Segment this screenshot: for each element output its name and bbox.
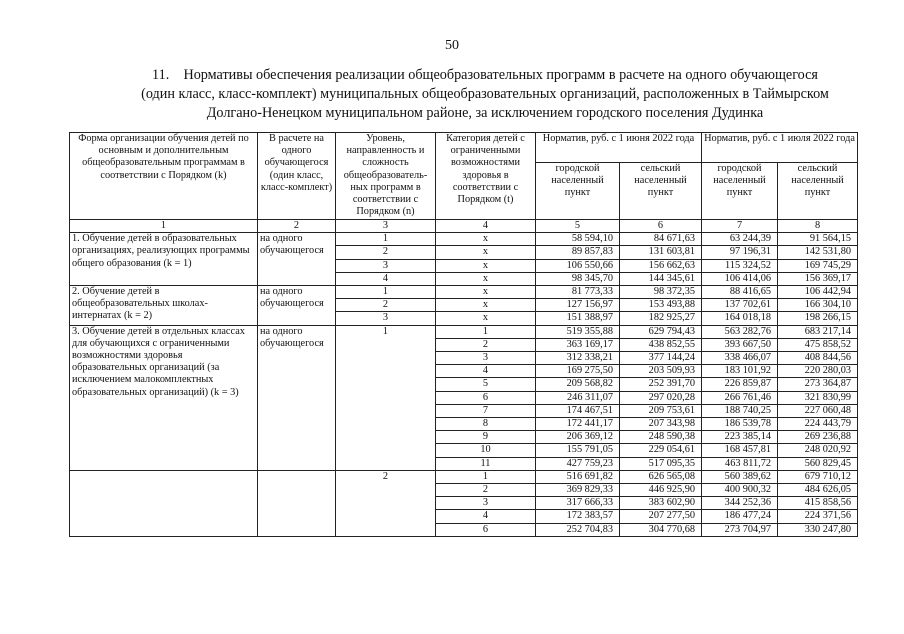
norm-value-cell: 206 369,12 bbox=[536, 431, 620, 444]
norm-value-cell: 169 275,50 bbox=[536, 365, 620, 378]
norm-value-cell: 248 020,92 bbox=[778, 444, 858, 457]
column-numbers-row bbox=[70, 220, 858, 233]
norm-value-cell: 344 252,36 bbox=[702, 497, 778, 510]
category-cell: 2 bbox=[436, 484, 536, 497]
norm-value-cell: 220 280,03 bbox=[778, 365, 858, 378]
norm-value-cell: 226 859,87 bbox=[702, 378, 778, 391]
column-number: 7 bbox=[702, 220, 778, 233]
norm-value-cell: 312 338,21 bbox=[536, 352, 620, 365]
per-cell: на одного обучающегося bbox=[258, 233, 336, 286]
norm-value-cell: 106 442,94 bbox=[778, 286, 858, 299]
column-number: 4 bbox=[436, 220, 536, 233]
norm-value-cell: 683 217,14 bbox=[778, 325, 858, 338]
category-cell: х bbox=[436, 233, 536, 246]
norm-value-cell: 400 900,32 bbox=[702, 484, 778, 497]
level-cell: 2 bbox=[336, 246, 436, 259]
header-urban-june: городской населенный пункт bbox=[536, 163, 620, 220]
norm-value-cell: 156 369,17 bbox=[778, 272, 858, 285]
header-urban-july: городской населенный пункт bbox=[702, 163, 778, 220]
level-cell: 1 bbox=[336, 325, 436, 470]
norm-value-cell: 63 244,39 bbox=[702, 233, 778, 246]
norm-value-cell: 266 761,46 bbox=[702, 391, 778, 404]
form-cell: 3. Обучение детей в отдельных классах для обучающихся с ограниченными возможностями здоровья образовательных организаций (за исключением малокомплектных образовательных организаций) (k = 3) bbox=[70, 325, 258, 470]
norm-value-cell: 321 830,99 bbox=[778, 391, 858, 404]
norm-value-cell: 156 662,63 bbox=[620, 259, 702, 272]
norm-value-cell: 198 266,15 bbox=[778, 312, 858, 325]
level-cell: 2 bbox=[336, 470, 436, 536]
heading-line-1 bbox=[95, 66, 875, 85]
level-cell: 3 bbox=[336, 259, 436, 272]
level-cell: 1 bbox=[336, 286, 436, 299]
norm-value-cell: 58 594,10 bbox=[536, 233, 620, 246]
header-category: Категория детей с ограниченными возможностями здоровья в соответствии с Порядком (t) bbox=[436, 133, 536, 220]
column-number: 2 bbox=[258, 220, 336, 233]
level-cell: 4 bbox=[336, 272, 436, 285]
norm-value-cell: 304 770,68 bbox=[620, 523, 702, 536]
norm-value-cell: 679 710,12 bbox=[778, 470, 858, 483]
heading-line-2: (один класс, класс-комплект) муниципальных общеобразовательных организаций, расположенных в Таймырском bbox=[141, 86, 829, 102]
norm-value-cell: 463 811,72 bbox=[702, 457, 778, 470]
norm-value-cell: 446 925,90 bbox=[620, 484, 702, 497]
category-cell: 4 bbox=[436, 365, 536, 378]
norm-value-cell: 248 590,38 bbox=[620, 431, 702, 444]
per-cell-empty bbox=[258, 470, 336, 536]
category-cell: 3 bbox=[436, 352, 536, 365]
column-number: 3 bbox=[336, 220, 436, 233]
norm-value-cell: 137 702,61 bbox=[702, 299, 778, 312]
heading-text-1: Нормативы обеспечения реализации общеобразовательных программ в расчете на одного обучающегося bbox=[183, 67, 818, 83]
category-cell: 7 bbox=[436, 404, 536, 417]
column-number: 8 bbox=[778, 220, 858, 233]
header-norm-july: Норматив, руб. с 1 июля 2022 года bbox=[702, 133, 858, 163]
norm-value-cell: 115 324,52 bbox=[702, 259, 778, 272]
category-cell: 11 bbox=[436, 457, 536, 470]
category-cell: 10 bbox=[436, 444, 536, 457]
table-row bbox=[70, 325, 858, 338]
norm-value-cell: 98 345,70 bbox=[536, 272, 620, 285]
norm-value-cell: 516 691,82 bbox=[536, 470, 620, 483]
norm-value-cell: 369 829,33 bbox=[536, 484, 620, 497]
category-cell: 8 bbox=[436, 418, 536, 431]
header-per: В расчете на одного обучающегося (один класс, класс-комплект) bbox=[258, 133, 336, 220]
norm-value-cell: 560 829,45 bbox=[778, 457, 858, 470]
norm-value-cell: 186 539,78 bbox=[702, 418, 778, 431]
norm-value-cell: 297 020,28 bbox=[620, 391, 702, 404]
norm-value-cell: 153 493,88 bbox=[620, 299, 702, 312]
norm-value-cell: 227 060,48 bbox=[778, 404, 858, 417]
norm-value-cell: 229 054,61 bbox=[620, 444, 702, 457]
norm-value-cell: 415 858,56 bbox=[778, 497, 858, 510]
norm-value-cell: 88 416,65 bbox=[702, 286, 778, 299]
norm-value-cell: 168 457,81 bbox=[702, 444, 778, 457]
per-cell: на одного обучающегося bbox=[258, 286, 336, 326]
category-cell: х bbox=[436, 299, 536, 312]
norm-value-cell: 560 389,62 bbox=[702, 470, 778, 483]
document-heading bbox=[95, 66, 875, 123]
category-cell: 1 bbox=[436, 470, 536, 483]
header-norm-june: Норматив, руб. с 1 июня 2022 года bbox=[536, 133, 702, 163]
norm-value-cell: 84 671,63 bbox=[620, 233, 702, 246]
norm-value-cell: 517 095,35 bbox=[620, 457, 702, 470]
table-row bbox=[70, 233, 858, 246]
norm-value-cell: 172 441,17 bbox=[536, 418, 620, 431]
norm-value-cell: 475 858,52 bbox=[778, 338, 858, 351]
norm-value-cell: 144 345,61 bbox=[620, 272, 702, 285]
norm-value-cell: 89 857,83 bbox=[536, 246, 620, 259]
norm-value-cell: 183 101,92 bbox=[702, 365, 778, 378]
norm-value-cell: 363 169,17 bbox=[536, 338, 620, 351]
category-cell: х bbox=[436, 259, 536, 272]
norm-value-cell: 97 196,31 bbox=[702, 246, 778, 259]
norm-value-cell: 164 018,18 bbox=[702, 312, 778, 325]
norm-value-cell: 131 603,81 bbox=[620, 246, 702, 259]
norm-value-cell: 330 247,80 bbox=[778, 523, 858, 536]
norm-value-cell: 151 388,97 bbox=[536, 312, 620, 325]
column-number: 6 bbox=[620, 220, 702, 233]
level-cell: 1 bbox=[336, 233, 436, 246]
table-body bbox=[70, 233, 858, 537]
norm-value-cell: 81 773,33 bbox=[536, 286, 620, 299]
norm-value-cell: 106 550,66 bbox=[536, 259, 620, 272]
norm-value-cell: 209 568,82 bbox=[536, 378, 620, 391]
norm-value-cell: 172 383,57 bbox=[536, 510, 620, 523]
category-cell: 6 bbox=[436, 391, 536, 404]
norm-value-cell: 252 704,83 bbox=[536, 523, 620, 536]
norm-value-cell: 98 372,35 bbox=[620, 286, 702, 299]
norm-value-cell: 224 443,79 bbox=[778, 418, 858, 431]
level-cell: 2 bbox=[336, 299, 436, 312]
norm-value-cell: 106 414,06 bbox=[702, 272, 778, 285]
norm-value-cell: 186 477,24 bbox=[702, 510, 778, 523]
category-cell: 1 bbox=[436, 325, 536, 338]
form-cell-empty bbox=[70, 470, 258, 536]
norm-value-cell: 224 371,56 bbox=[778, 510, 858, 523]
heading-line-3: Долгано-Ненецком муниципальном районе, за исключением городского поселения Дудинка bbox=[206, 105, 764, 121]
norm-value-cell: 629 794,43 bbox=[620, 325, 702, 338]
category-cell: х bbox=[436, 312, 536, 325]
header-rural-june: сельский населенный пункт bbox=[620, 163, 702, 220]
norm-value-cell: 273 704,97 bbox=[702, 523, 778, 536]
category-cell: 3 bbox=[436, 497, 536, 510]
category-cell: х bbox=[436, 246, 536, 259]
norm-value-cell: 188 740,25 bbox=[702, 404, 778, 417]
column-number: 1 bbox=[70, 220, 258, 233]
header-form: Форма организации обучения детей по основным и дополнительным общеобразовательным программам в соответствии с Порядком (k) bbox=[70, 133, 258, 220]
norm-value-cell: 169 745,29 bbox=[778, 259, 858, 272]
header-level: Уровень, направленность и сложность общеобразователь-ных программ в соответствии с Порядком (n) bbox=[336, 133, 436, 220]
column-number: 5 bbox=[536, 220, 620, 233]
norm-value-cell: 252 391,70 bbox=[620, 378, 702, 391]
norm-value-cell: 317 666,33 bbox=[536, 497, 620, 510]
norm-value-cell: 182 925,27 bbox=[620, 312, 702, 325]
category-cell: х bbox=[436, 272, 536, 285]
norm-value-cell: 142 531,80 bbox=[778, 246, 858, 259]
page-number: 50 bbox=[445, 38, 459, 53]
heading-number: 11. bbox=[152, 67, 170, 83]
form-cell: 2. Обучение детей в общеобразовательных школах-интернатах (k = 2) bbox=[70, 286, 258, 326]
norm-value-cell: 207 277,50 bbox=[620, 510, 702, 523]
norm-value-cell: 203 509,93 bbox=[620, 365, 702, 378]
norm-value-cell: 174 467,51 bbox=[536, 404, 620, 417]
form-cell: 1. Обучение детей в образовательных организациях, реализующих программы общего образования (k = 1) bbox=[70, 233, 258, 286]
norm-value-cell: 393 667,50 bbox=[702, 338, 778, 351]
category-cell: 5 bbox=[436, 378, 536, 391]
norm-value-cell: 207 343,98 bbox=[620, 418, 702, 431]
norm-value-cell: 484 626,05 bbox=[778, 484, 858, 497]
norm-value-cell: 408 844,56 bbox=[778, 352, 858, 365]
norm-value-cell: 626 565,08 bbox=[620, 470, 702, 483]
norm-value-cell: 563 282,76 bbox=[702, 325, 778, 338]
table-row bbox=[70, 470, 858, 483]
header-rural-july: сельский населенный пункт bbox=[778, 163, 858, 220]
level-cell: 3 bbox=[336, 312, 436, 325]
norm-value-cell: 438 852,55 bbox=[620, 338, 702, 351]
norm-value-cell: 269 236,88 bbox=[778, 431, 858, 444]
norm-value-cell: 519 355,88 bbox=[536, 325, 620, 338]
norm-value-cell: 273 364,87 bbox=[778, 378, 858, 391]
norm-value-cell: 166 304,10 bbox=[778, 299, 858, 312]
category-cell: 4 bbox=[436, 510, 536, 523]
norm-value-cell: 91 564,15 bbox=[778, 233, 858, 246]
norm-value-cell: 383 602,90 bbox=[620, 497, 702, 510]
norm-value-cell: 223 385,14 bbox=[702, 431, 778, 444]
norm-value-cell: 155 791,05 bbox=[536, 444, 620, 457]
norm-value-cell: 246 311,07 bbox=[536, 391, 620, 404]
per-cell: на одного обучающегося bbox=[258, 325, 336, 470]
norm-value-cell: 427 759,23 bbox=[536, 457, 620, 470]
norms-table bbox=[69, 132, 858, 537]
table-row bbox=[70, 286, 858, 299]
norm-value-cell: 127 156,97 bbox=[536, 299, 620, 312]
category-cell: 6 bbox=[436, 523, 536, 536]
norm-value-cell: 377 144,24 bbox=[620, 352, 702, 365]
category-cell: 9 bbox=[436, 431, 536, 444]
norm-value-cell: 338 466,07 bbox=[702, 352, 778, 365]
category-cell: х bbox=[436, 286, 536, 299]
category-cell: 2 bbox=[436, 338, 536, 351]
norm-value-cell: 209 753,61 bbox=[620, 404, 702, 417]
